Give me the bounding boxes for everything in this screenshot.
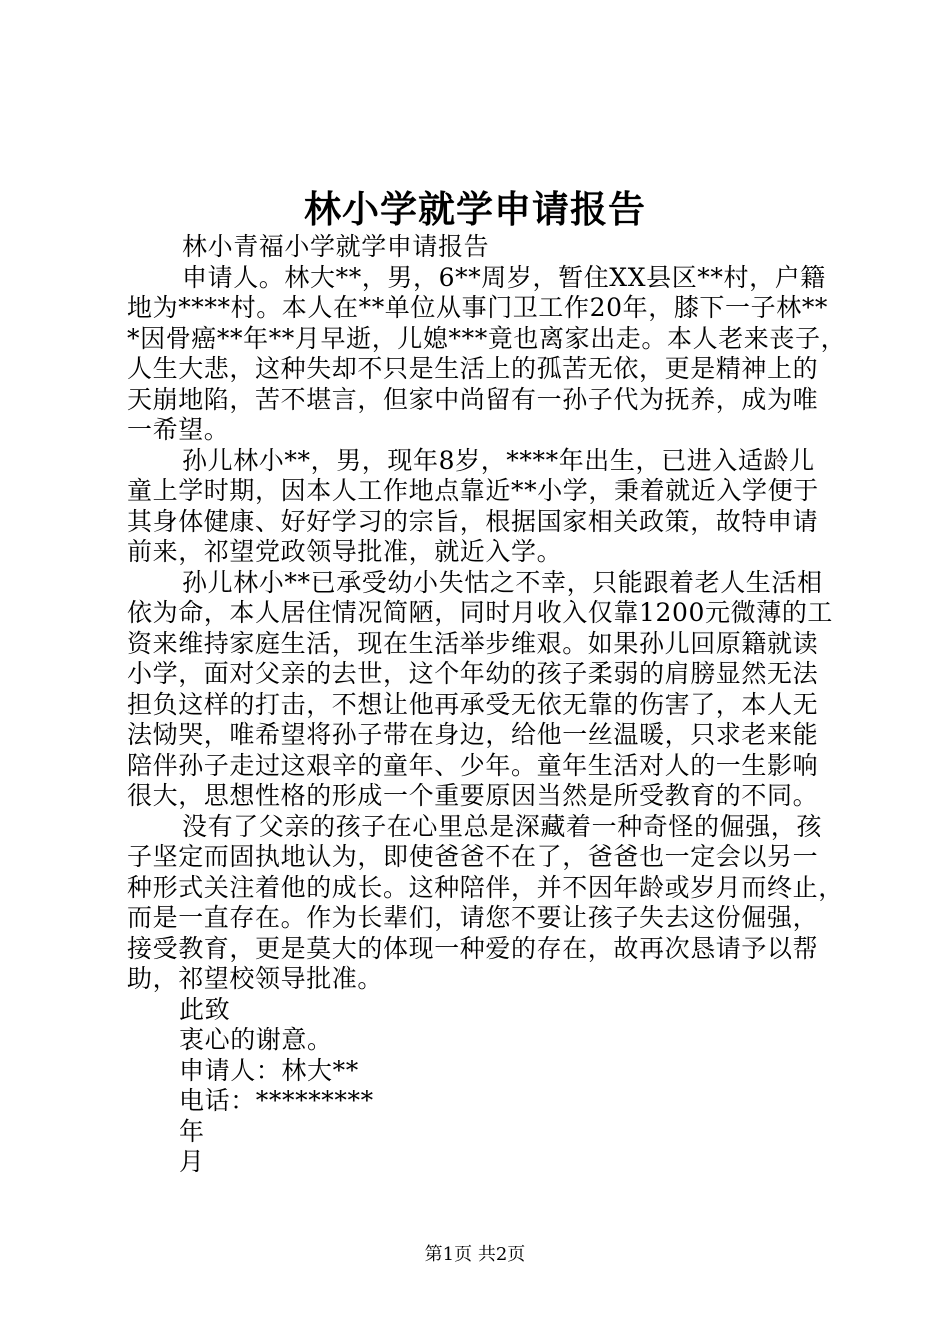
- document-body: [127, 232, 847, 1178]
- text-line: 法恸哭，唯希望将孙子带在身边，给他一丝温暖，只求老来能: [127, 720, 819, 749]
- text-line: 依为命，本人居住情况简陋，同时月收入仅靠1200元微薄的工: [127, 598, 834, 627]
- page-number-footer: 第1页 共2页: [424, 1244, 526, 1265]
- text-line: 很大，思想性格的形成一个重要原因当然是所受教育的不同。: [127, 781, 819, 810]
- closing-line: 电话：*********: [179, 1086, 374, 1115]
- text-line: 孙儿林小**，男，现年8岁，****年出生，已进入适龄儿: [182, 445, 815, 475]
- paragraph-lines: [127, 232, 847, 995]
- text-line: 助，祁望校领导批准。: [127, 964, 384, 993]
- text-line: 地为****村。本人在**单位从事门卫工作20年，膝下一子林**: [127, 293, 829, 322]
- text-line: 林小青福小学就学申请报告: [182, 232, 490, 261]
- text-line: 陪伴孙子走过这艰辛的童年、少年。童年生活对人的一生影响: [127, 750, 819, 780]
- closing-line: 年: [179, 1116, 205, 1146]
- text-line: 担负这样的打击，不想让他再承受无依无靠的伤害了，本人无: [127, 689, 819, 719]
- text-line: 而是一直存在。作为长辈们，请您不要让孩子失去这份倔强，: [127, 903, 819, 932]
- text-line: 资来维持家庭生活，现在生活举步维艰。如果孙儿回原籍就读: [127, 628, 819, 658]
- text-line: 天崩地陷，苦不堪言，但家中尚留有一孙子代为抚养，成为唯: [127, 384, 819, 414]
- text-line: 一希望。: [127, 415, 230, 444]
- text-line: 孙儿林小**已承受幼小失怙之不幸，只能跟着老人生活相: [182, 567, 823, 597]
- text-line: 人生大悲，这种失却不只是生活上的孤苦无依，更是精神上的: [127, 354, 819, 383]
- closing-line: 月: [179, 1147, 205, 1176]
- text-line: *因骨癌**年**月早逝，儿媳***竟也离家出走。本人老来丧子，: [127, 323, 847, 353]
- text-line: 童上学时期，因本人工作地点靠近**小学，秉着就近入学便于: [127, 476, 819, 505]
- text-line: 申请人。林大**，男，6**周岁，暂住XX县区**村，户籍: [182, 262, 826, 292]
- closing-line: 此致: [179, 994, 231, 1024]
- text-line: 小学，面对父亲的去世，这个年幼的孩子柔弱的肩膀显然无法: [127, 659, 819, 688]
- text-line: 接受教育，更是莫大的体现一种爱的存在，故再次恳请予以帮: [127, 933, 819, 963]
- text-line: 前来，祁望党政领导批准，就近入学。: [127, 537, 563, 566]
- closing-block: [127, 995, 847, 1178]
- text-line: 种形式关注着他的成长。这种陪伴，并不因年龄或岁月而终止，: [127, 872, 844, 902]
- text-line: 子坚定而固执地认为，即使爸爸不在了，爸爸也一定会以另一: [127, 842, 819, 871]
- document-title: 林小学就学申请报告: [304, 187, 646, 231]
- text-line: 其身体健康、好好学习的宗旨，根据国家相关政策，故特申请: [127, 506, 819, 536]
- closing-line: 申请人：林大**: [179, 1055, 359, 1085]
- text-line: 没有了父亲的孩子在心里总是深藏着一种奇怪的倔强，孩: [182, 811, 823, 841]
- closing-line: 衷心的谢意。: [179, 1025, 333, 1054]
